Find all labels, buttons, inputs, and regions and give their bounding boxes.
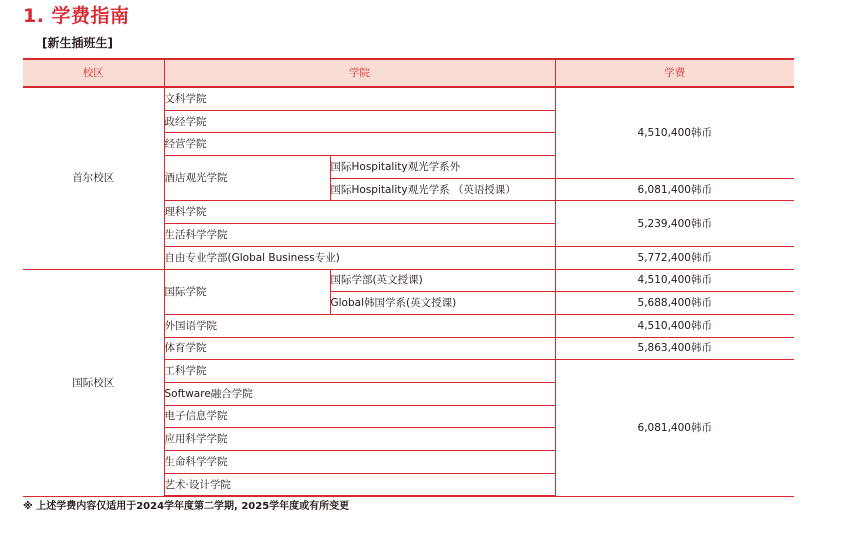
header-college: 学院: [164, 59, 555, 87]
fee-cell: 4,510,400韩币: [555, 314, 794, 337]
fee-cell: 4,510,400韩币: [555, 87, 794, 178]
college-business: 经营学院: [164, 133, 555, 156]
college-life-science: 生活科学学院: [164, 224, 555, 247]
college-political-economy: 政经学院: [164, 110, 555, 133]
college-engineering: 工科学院: [164, 360, 555, 383]
college-science: 理科学院: [164, 201, 555, 224]
fee-cell: 4,510,400韩币: [555, 269, 794, 292]
tuition-table: [23, 58, 794, 497]
table-header-row: [23, 59, 794, 87]
college-life-sciences: 生命科学学院: [164, 451, 555, 474]
fee-cell: 5,863,400韩币: [555, 337, 794, 360]
footnote: ※ 上述学费内容仅适用于2024学年度第二学期, 2025学年度或有所变更: [23, 501, 350, 512]
dept-global-korean: Global韩国学系(英文授课): [330, 292, 555, 315]
fee-cell: 6,081,400韩币: [555, 178, 794, 201]
dept-hospitality-english: 国际Hospitality观光学系 （英语授课）: [330, 178, 555, 201]
dept-international: 国际学部(英文授课): [330, 269, 555, 292]
college-hotel-tourism: 酒店观光学院: [164, 156, 330, 201]
college-electronics: 电子信息学院: [164, 405, 555, 428]
header-fee: 学费: [555, 59, 794, 87]
fee-cell: 6,081,400韩币: [555, 360, 794, 497]
college-applied-science: 应用科学学院: [164, 428, 555, 451]
fee-cell: 5,772,400韩币: [555, 246, 794, 269]
table-row: [23, 269, 794, 292]
dept-hospitality-other: 国际Hospitality观光学系外: [330, 156, 555, 179]
campus-global: 国际校区: [23, 269, 164, 496]
section-subtitle: [新生插班生]: [42, 36, 113, 50]
college-international: 国际学院: [164, 269, 330, 314]
page-title: 1. 学费指南: [23, 5, 130, 27]
table-row: [23, 87, 794, 110]
college-software: Software融合学院: [164, 382, 555, 405]
college-physical-education: 体育学院: [164, 337, 555, 360]
college-arts-design: 艺术·设计学院: [164, 473, 555, 496]
college-liberal-major: 自由专业学部(Global Business专业): [164, 246, 555, 269]
college-liberal-arts: 文科学院: [164, 87, 555, 110]
fee-cell: 5,688,400韩币: [555, 292, 794, 315]
header-campus: 校区: [23, 59, 164, 87]
campus-seoul: 首尔校区: [23, 87, 164, 269]
college-foreign-language: 外国语学院: [164, 314, 555, 337]
fee-cell: 5,239,400韩币: [555, 201, 794, 246]
